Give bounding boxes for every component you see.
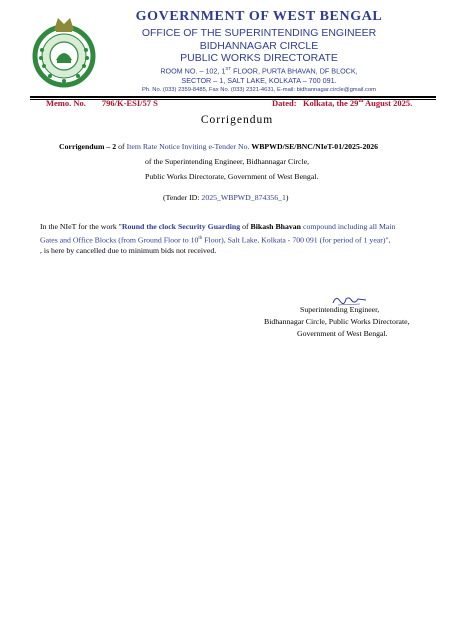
signatory-government: Government of West Bengal.	[297, 329, 388, 338]
memo-date: Dated: Kolkata, the 29th August 2025.	[272, 98, 413, 108]
signatory-title: Superintending Engineer,	[300, 305, 380, 314]
west-bengal-emblem-icon	[30, 10, 98, 88]
contact-line: Ph. No. (033) 2359-8485, Fax No. (033) 2321-4631, E-mail: bidhannagar.circle@gmail.com	[141, 87, 377, 93]
signatory-office: Bidhannagar Circle, Public Works Directorate,	[264, 317, 410, 326]
office-line: OFFICE OF THE SUPERINTENDING ENGINEER	[141, 27, 377, 39]
address-line-1: ROOM NO. – 102, 1ST FLOOR, PURTA BHAVAN, DF BLOCK,	[160, 66, 358, 76]
corrigendum-line: Corrigendum – 2 of Item Rate Notice Inviting e-Tender No. WBPWD/SE/BNC/NIeT-01/2025-2026	[59, 142, 379, 151]
body-paragraph-line-2: Gates and Office Blocks (from Ground Floor to 10th Floor), Salt Lake, Kolkata - 700 091 (for period of 1 year)",	[40, 235, 391, 245]
tender-id-line: (Tender ID: 2025_WBPWD_874356_1)	[163, 193, 289, 202]
government-title: GOVERNMENT OF WEST BENGAL	[135, 9, 383, 24]
memo-number: Memo. No. 796/K-ESI/57 S	[46, 98, 158, 108]
address-line-2: SECTOR – 1, SALT LAKE, KOLKATA – 700 091.	[181, 76, 337, 85]
circle-line: BIDHANNAGAR CIRCLE	[199, 40, 319, 52]
document-heading: Corrigendum	[200, 114, 274, 126]
corrigendum-department-line: Public Works Directorate, Government of West Bengal.	[145, 172, 319, 181]
directorate-line: PUBLIC WORKS DIRECTORATE	[180, 52, 338, 64]
corrigendum-issuer-line: of the Superintending Engineer, Bidhannagar Circle,	[145, 157, 310, 166]
body-paragraph-line-3: , is here by cancelled due to minimum bids not received.	[40, 246, 217, 255]
body-paragraph-line-1: In the NIeT for the work "Round the clock Security Guarding of Bikash Bhavan compound including all Main	[40, 222, 396, 231]
